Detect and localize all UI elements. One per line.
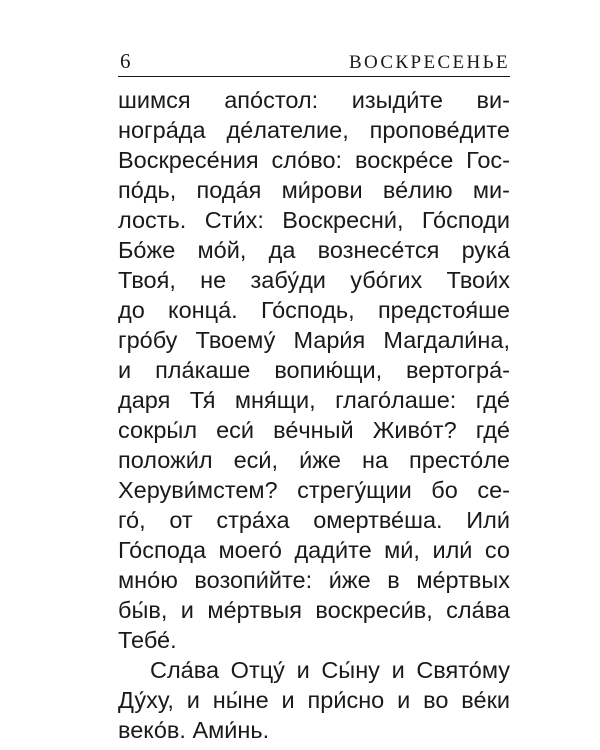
text-line: Тебе́. bbox=[118, 627, 177, 653]
text-line: Воскресе́ния сло́во: воскре́се Гос- bbox=[118, 147, 510, 173]
text-line: Го́спода моего́ дади́те ми́, или́ со bbox=[118, 537, 510, 563]
text-line: го́, от стра́ха омертве́ша. Или́ bbox=[118, 507, 510, 533]
text-line: ногра́да де́лателие, пропове́дите bbox=[118, 117, 510, 143]
text-line: лость. Сти́х: Воскресни́, Го́споди bbox=[118, 207, 510, 233]
text-line: по́дь, пода́я ми́рови ве́лию ми- bbox=[118, 177, 510, 203]
paragraph-troparion bbox=[118, 85, 510, 655]
text-line: веко́в. Ами́нь. bbox=[118, 717, 270, 743]
page-body bbox=[118, 85, 510, 745]
text-line: Херуви́мстем? стрегу́щии бо се- bbox=[118, 477, 510, 503]
text-line: до конца́. Го́сподь, предстоя́ше bbox=[118, 297, 510, 323]
book-page bbox=[118, 40, 510, 745]
text-line: Ду́ху, и ны́не и при́сно и во ве́ки bbox=[118, 687, 510, 713]
paragraph-doxology bbox=[118, 655, 510, 745]
page-header bbox=[118, 40, 510, 77]
text-line: сокры́л еси́ ве́чный Живо́т? где́ bbox=[118, 417, 510, 443]
page-number: 6 bbox=[120, 49, 131, 73]
text-line: мно́ю возопи́йте: и́же в ме́ртвых bbox=[118, 567, 510, 593]
text-line: положи́л еси́, и́же на престо́ле bbox=[118, 447, 510, 473]
text-line: гро́бу Твоему́ Мари́я Магдали́на, bbox=[118, 327, 510, 353]
text-line: шимся апо́стол: изыди́те ви- bbox=[118, 87, 510, 113]
text-line: бы́в, и ме́ртвыя воскреси́в, сла́ва bbox=[118, 597, 510, 623]
running-title: ВОСКРЕСЕНЬЕ bbox=[348, 52, 510, 73]
text-line: и пла́каше вопию́щи, вертогра́- bbox=[118, 357, 510, 383]
text-line: Бо́же мо́й, да вознесе́тся рука́ bbox=[118, 237, 510, 263]
text-line: Твоя́, не забу́ди убо́гих Твои́х bbox=[118, 267, 510, 293]
text-line: даря Тя́ мня́щи, глаго́лаше: где́ bbox=[118, 387, 510, 413]
text-line: Сла́ва Отцу́ и Сы́ну и Свято́му bbox=[150, 657, 510, 683]
